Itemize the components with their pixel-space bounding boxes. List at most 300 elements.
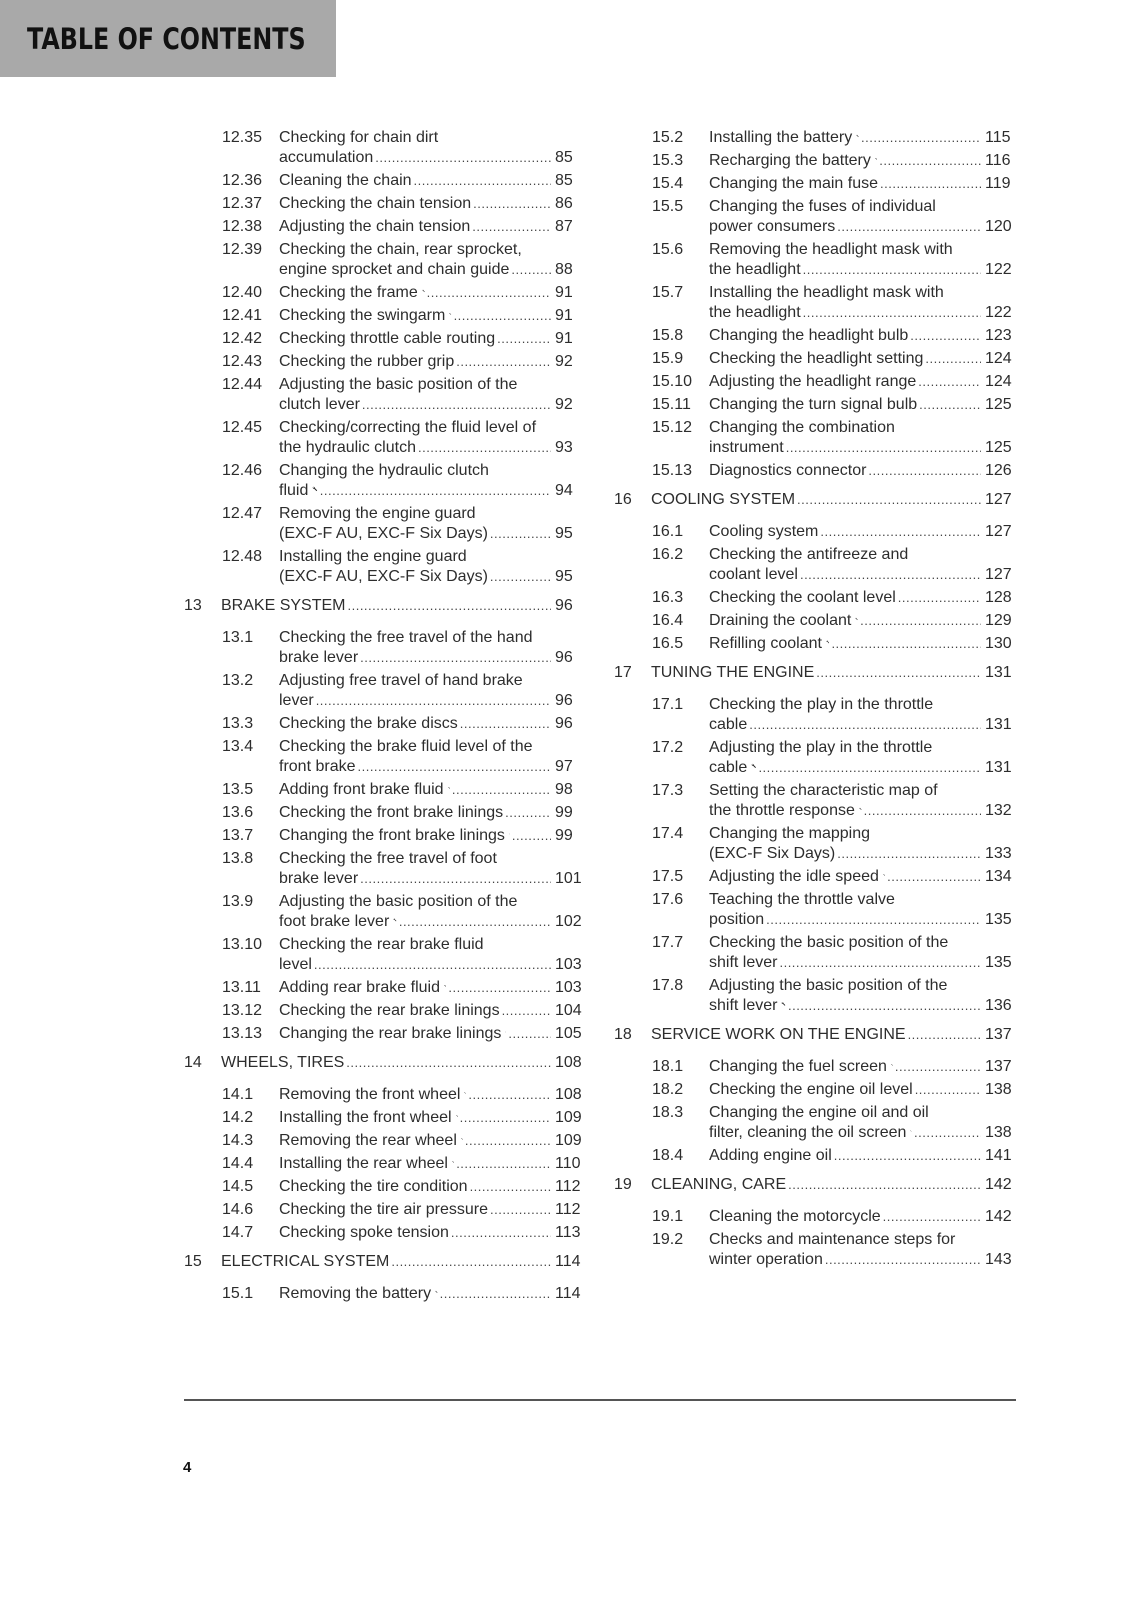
section-number: 13.9 xyxy=(222,893,254,910)
entry-title-last-line xyxy=(279,352,587,372)
entry-title-line: Checking the tire air pressure xyxy=(279,1201,488,1218)
entry-body xyxy=(709,867,1017,887)
toc-chapter-entry[interactable] xyxy=(614,1025,1017,1045)
page-ref[interactable]: 103 xyxy=(555,956,582,973)
entry-title-line: Changing the front brake linings xyxy=(279,827,505,844)
toc-section-entry[interactable] xyxy=(184,1284,587,1304)
entry-title-last-line xyxy=(279,1177,587,1197)
wrench-icon xyxy=(883,869,885,881)
page-ref[interactable]: 134 xyxy=(985,868,1012,885)
toc-section-entry[interactable] xyxy=(184,671,587,711)
entry-body xyxy=(709,349,1017,369)
page-ref[interactable]: 96 xyxy=(555,692,573,709)
toc-section-entry[interactable] xyxy=(184,1001,587,1021)
toc-section-entry[interactable] xyxy=(184,978,587,998)
toc-section-entry[interactable] xyxy=(614,240,1017,280)
page-ref[interactable]: 88 xyxy=(555,261,573,278)
entry-body xyxy=(279,826,587,846)
dot-leader xyxy=(864,801,981,821)
entry-title-line: Checking the frame xyxy=(279,284,418,301)
entry-title-line: TUNING THE ENGINE xyxy=(651,664,815,681)
dot-leader xyxy=(357,757,551,777)
section-number: 14.1 xyxy=(222,1086,254,1103)
page-ref[interactable]: 130 xyxy=(985,635,1012,652)
toc-section-entry[interactable] xyxy=(614,545,1017,585)
footer-divider xyxy=(184,1399,1016,1401)
entry-body xyxy=(709,522,1017,542)
toc-section-entry[interactable] xyxy=(614,1103,1017,1143)
page-ref[interactable]: 116 xyxy=(985,152,1011,169)
section-number: 16.5 xyxy=(652,635,684,652)
toc-section-entry[interactable] xyxy=(184,935,587,975)
entry-body xyxy=(709,151,1017,171)
toc-section-entry[interactable] xyxy=(184,849,587,889)
page-ref[interactable]: 95 xyxy=(555,525,573,542)
page-ref[interactable]: 142 xyxy=(985,1176,1012,1193)
page-ref[interactable]: 136 xyxy=(985,997,1012,1014)
toc-section-entry[interactable] xyxy=(184,375,587,415)
page-ref[interactable]: 93 xyxy=(555,439,573,456)
entry-body xyxy=(709,128,1017,148)
dot-leader xyxy=(465,1131,551,1151)
page-ref[interactable]: 97 xyxy=(555,758,573,775)
toc-section-entry[interactable] xyxy=(184,803,587,823)
dot-leader xyxy=(831,634,981,654)
section-number: 15.8 xyxy=(652,327,684,344)
page-ref[interactable]: 123 xyxy=(985,327,1012,344)
entry-title-line: (EXC-F AU, EXC-F Six Days) xyxy=(279,568,488,585)
entry-body xyxy=(279,128,587,168)
section-number: 14.6 xyxy=(222,1201,254,1218)
toc-section-entry[interactable] xyxy=(614,418,1017,458)
toc-section-entry[interactable] xyxy=(614,738,1017,778)
section-number: 18 xyxy=(614,1026,632,1043)
page-ref[interactable]: 91 xyxy=(555,330,573,347)
toc-section-entry[interactable] xyxy=(614,867,1017,887)
entry-title-last-line xyxy=(279,481,587,501)
toc-section-entry[interactable] xyxy=(184,1131,587,1151)
entry-title-line: Diagnostics connector xyxy=(709,462,867,479)
page-ref[interactable]: 85 xyxy=(555,172,573,189)
toc-section-entry[interactable] xyxy=(614,611,1017,631)
page-ref[interactable]: 91 xyxy=(555,307,573,324)
wrench-icon xyxy=(855,613,858,625)
entry-title-line: Refilling coolant xyxy=(709,635,822,652)
entry-body xyxy=(709,1146,1017,1166)
entry-title-line: Checking the rubber grip xyxy=(279,353,455,370)
entry-title-last-line xyxy=(279,978,587,998)
page-ref[interactable]: 131 xyxy=(985,759,1012,776)
entry-title-line: Changing the fuses of individual xyxy=(709,198,936,215)
page-ref[interactable]: 114 xyxy=(555,1285,581,1302)
toc-section-entry[interactable] xyxy=(184,217,587,237)
page-ref[interactable]: 96 xyxy=(555,715,573,732)
dot-leader xyxy=(427,283,551,303)
toc-section-entry[interactable] xyxy=(184,826,587,846)
dot-leader xyxy=(451,1223,551,1243)
entry-title-line: accumulation xyxy=(279,149,374,166)
entry-title-line: Setting the characteristic map of xyxy=(709,782,938,799)
entry-body xyxy=(221,596,587,616)
toc-section-entry[interactable] xyxy=(184,352,587,372)
toc-section-entry[interactable] xyxy=(614,1230,1017,1270)
dot-leader xyxy=(452,780,551,800)
entry-title-line: Installing the engine guard xyxy=(279,548,467,565)
section-number: 12.37 xyxy=(222,195,263,212)
dot-leader xyxy=(879,151,981,171)
dot-leader xyxy=(766,910,981,930)
entry-body xyxy=(709,933,1017,973)
toc-section-entry[interactable] xyxy=(614,976,1017,1016)
page-ref[interactable]: 86 xyxy=(555,195,573,212)
page-ref[interactable]: 142 xyxy=(985,1208,1012,1225)
page-ref[interactable]: 126 xyxy=(985,462,1012,479)
entry-title-line: Changing the engine oil and oil xyxy=(709,1104,929,1121)
entry-body xyxy=(651,1175,1017,1195)
section-number: 14.2 xyxy=(222,1109,254,1126)
page-ref[interactable]: 87 xyxy=(555,218,573,235)
toc-section-entry[interactable] xyxy=(184,892,587,932)
page-ref[interactable]: 95 xyxy=(555,568,573,585)
section-number: 13.8 xyxy=(222,850,254,867)
entry-body xyxy=(279,217,587,237)
page-ref[interactable]: 135 xyxy=(985,954,1012,971)
page-ref[interactable]: 137 xyxy=(985,1058,1012,1075)
page-ref[interactable]: 138 xyxy=(985,1081,1012,1098)
page-ref[interactable]: 85 xyxy=(555,149,573,166)
entry-title-line: Checking the coolant level xyxy=(709,589,896,606)
dot-leader xyxy=(472,217,551,237)
dot-leader xyxy=(868,461,981,481)
page-ref[interactable]: 92 xyxy=(555,353,573,370)
section-number: 18.2 xyxy=(652,1081,684,1098)
wrench-icon xyxy=(856,130,859,142)
page-ref[interactable]: 108 xyxy=(555,1086,582,1103)
page-ref[interactable]: 105 xyxy=(555,1025,582,1042)
entry-body xyxy=(709,738,1017,778)
toc-section-entry[interactable] xyxy=(184,1024,587,1044)
section-number: 12.38 xyxy=(222,218,263,235)
toc-section-entry[interactable] xyxy=(184,128,587,168)
page-ref[interactable]: 113 xyxy=(555,1224,581,1241)
page-ref[interactable]: 133 xyxy=(985,845,1012,862)
dot-leader xyxy=(803,303,981,323)
toc-section-entry[interactable] xyxy=(184,504,587,544)
entry-title-last-line xyxy=(279,1085,587,1105)
page-ref[interactable]: 124 xyxy=(985,350,1012,367)
toc-section-entry[interactable] xyxy=(614,151,1017,171)
toc-section-entry[interactable] xyxy=(184,1177,587,1197)
entry-title-last-line xyxy=(279,260,587,280)
dot-leader xyxy=(460,1108,551,1128)
dot-leader xyxy=(360,869,551,889)
toc-section-entry[interactable] xyxy=(184,1223,587,1243)
entry-title-line: Removing the front wheel xyxy=(279,1086,461,1103)
entry-title-line: Adding engine oil xyxy=(709,1147,832,1164)
entry-title-line: Adding front brake fluid xyxy=(279,781,444,798)
section-number: 15.1 xyxy=(222,1285,254,1302)
toc-section-entry[interactable] xyxy=(184,329,587,349)
toc-section-entry[interactable] xyxy=(614,933,1017,973)
entry-body xyxy=(709,1207,1017,1227)
toc-section-entry[interactable] xyxy=(614,372,1017,392)
section-number: 16.4 xyxy=(652,612,684,629)
entry-title-line: Changing the mapping xyxy=(709,825,871,842)
toc-section-entry[interactable] xyxy=(614,349,1017,369)
entry-title-last-line xyxy=(709,349,1017,369)
page-ref[interactable]: 143 xyxy=(985,1251,1012,1268)
page-ref[interactable]: 99 xyxy=(555,804,573,821)
dot-leader xyxy=(880,174,981,194)
toc-section-entry[interactable] xyxy=(614,1080,1017,1100)
toc-section-entry[interactable] xyxy=(184,714,587,734)
toc-section-entry[interactable] xyxy=(184,737,587,777)
entry-title-last-line xyxy=(709,996,1017,1016)
toc-section-entry[interactable] xyxy=(184,1154,587,1174)
page-ref[interactable]: 110 xyxy=(555,1155,581,1172)
page-ref[interactable]: 115 xyxy=(985,129,1011,146)
section-number: 13.11 xyxy=(222,979,261,996)
toc-section-entry[interactable] xyxy=(614,695,1017,735)
page-ref[interactable]: 124 xyxy=(985,373,1012,390)
page-ref[interactable]: 120 xyxy=(985,218,1012,235)
page-ref[interactable]: 92 xyxy=(555,396,573,413)
page-ref[interactable]: 109 xyxy=(555,1132,582,1149)
toc-section-entry[interactable] xyxy=(184,780,587,800)
toc-section-entry[interactable] xyxy=(614,395,1017,415)
dot-leader xyxy=(898,588,981,608)
entry-title-line: Changing the fuel screen xyxy=(709,1058,887,1075)
toc-section-entry[interactable] xyxy=(184,1108,587,1128)
toc-section-entry[interactable] xyxy=(614,588,1017,608)
page-ref[interactable]: 122 xyxy=(985,304,1012,321)
toc-chapter-entry[interactable] xyxy=(184,1252,587,1272)
entry-title-last-line xyxy=(279,1001,587,1021)
entry-body xyxy=(279,1131,587,1151)
entry-title-last-line xyxy=(709,1146,1017,1166)
toc-section-entry[interactable] xyxy=(614,326,1017,346)
page-ref[interactable]: 101 xyxy=(555,870,582,887)
entry-title-line: the headlight xyxy=(709,304,801,321)
section-number: 12.35 xyxy=(222,129,263,146)
page-ref[interactable]: 122 xyxy=(985,261,1012,278)
toc-section-entry[interactable] xyxy=(184,283,587,303)
entry-body xyxy=(279,1108,587,1128)
entry-body xyxy=(279,375,587,415)
wrench-icon xyxy=(910,1125,912,1137)
page-ref[interactable]: 91 xyxy=(555,284,573,301)
page-ref[interactable]: 114 xyxy=(555,1253,581,1270)
entry-title-line: WHEELS, TIRES xyxy=(221,1054,345,1071)
entry-body xyxy=(709,240,1017,280)
page-ref[interactable]: 127 xyxy=(985,566,1012,583)
entry-title-last-line xyxy=(279,1223,587,1243)
section-number: 16.3 xyxy=(652,589,684,606)
toc-section-entry[interactable] xyxy=(184,240,587,280)
page-ref[interactable]: 127 xyxy=(985,491,1012,508)
page-ref[interactable]: 112 xyxy=(555,1178,581,1195)
entry-title-last-line xyxy=(279,1131,587,1151)
entry-title-line: cable xyxy=(709,759,748,776)
entry-body xyxy=(651,1025,1017,1045)
dot-leader xyxy=(908,1025,981,1045)
toc-section-entry[interactable] xyxy=(614,522,1017,542)
section-number: 17.2 xyxy=(652,739,684,756)
dot-leader xyxy=(490,567,551,587)
entry-title-line: position xyxy=(709,911,765,928)
entry-body xyxy=(709,418,1017,458)
dot-leader xyxy=(456,352,551,372)
page-ref[interactable]: 96 xyxy=(555,597,573,614)
toc-chapter-entry[interactable] xyxy=(614,490,1017,510)
dot-leader xyxy=(887,867,981,887)
entry-title-last-line xyxy=(279,1154,587,1174)
toc-section-entry[interactable] xyxy=(614,283,1017,323)
section-number: 12.46 xyxy=(222,462,263,479)
dot-leader xyxy=(508,1024,551,1044)
entry-body xyxy=(709,174,1017,194)
toc-section-entry[interactable] xyxy=(184,306,587,326)
page-ref[interactable]: 125 xyxy=(985,439,1012,456)
entry-title-last-line xyxy=(709,801,1017,821)
dot-leader xyxy=(749,715,981,735)
section-number: 14.3 xyxy=(222,1132,254,1149)
page-ref[interactable]: 125 xyxy=(985,396,1012,413)
toc-section-entry[interactable] xyxy=(614,1146,1017,1166)
entry-title-last-line xyxy=(651,1175,1017,1195)
entry-title-last-line xyxy=(709,461,1017,481)
toc-section-entry[interactable] xyxy=(184,628,587,668)
entry-title-line: (EXC-F AU, EXC-F Six Days) xyxy=(279,525,488,542)
section-number: 12.45 xyxy=(222,419,263,436)
page-number: 4 xyxy=(183,1459,192,1476)
toc-section-entry[interactable] xyxy=(614,634,1017,654)
dot-leader xyxy=(490,1200,551,1220)
entry-body xyxy=(709,1230,1017,1270)
entry-body xyxy=(279,737,587,777)
dot-leader xyxy=(347,596,551,616)
page-ref[interactable]: 141 xyxy=(985,1147,1012,1164)
toc-section-entry[interactable] xyxy=(614,781,1017,821)
toc-section-entry[interactable] xyxy=(184,194,587,214)
dot-leader xyxy=(454,306,551,326)
dot-leader xyxy=(834,1146,981,1166)
page-title: TABLE OF CONTENTS xyxy=(27,22,306,56)
page-ref[interactable]: 109 xyxy=(555,1109,582,1126)
wrench-icon xyxy=(461,1133,463,1145)
page-ref[interactable]: 131 xyxy=(985,664,1012,681)
toc-section-entry[interactable] xyxy=(614,890,1017,930)
toc-section-entry[interactable] xyxy=(184,1200,587,1220)
page-ref[interactable]: 108 xyxy=(555,1054,582,1071)
toc-section-entry[interactable] xyxy=(614,1057,1017,1077)
entry-title-last-line xyxy=(279,955,587,975)
entry-title-line: power consumers xyxy=(709,218,836,235)
page-ref[interactable]: 127 xyxy=(985,523,1012,540)
entry-body xyxy=(279,780,587,800)
section-number: 13.5 xyxy=(222,781,254,798)
entry-body xyxy=(279,1223,587,1243)
page-ref[interactable]: 137 xyxy=(985,1026,1012,1043)
entry-title-last-line xyxy=(279,1284,587,1304)
entry-body xyxy=(709,695,1017,735)
page-ref[interactable]: 99 xyxy=(555,827,573,844)
section-number: 15.11 xyxy=(652,396,691,413)
wrench-icon xyxy=(891,1059,893,1071)
page-ref[interactable]: 104 xyxy=(555,1002,582,1019)
wrench-icon xyxy=(452,1156,454,1168)
toc-chapter-entry[interactable] xyxy=(614,663,1017,683)
entry-title-last-line xyxy=(709,217,1017,237)
page-ref[interactable]: 103 xyxy=(555,979,582,996)
page-ref[interactable]: 112 xyxy=(555,1201,581,1218)
toc-chapter-entry[interactable] xyxy=(184,1053,587,1073)
entry-title-line: Cooling system xyxy=(709,523,819,540)
page-ref[interactable]: 102 xyxy=(555,913,582,930)
section-number: 13.7 xyxy=(222,827,254,844)
wrench-icon xyxy=(435,1286,438,1298)
entry-body xyxy=(279,803,587,823)
entry-title-line: Checking spoke tension xyxy=(279,1224,449,1241)
page-ref[interactable]: 128 xyxy=(985,589,1012,606)
toc-section-entry[interactable] xyxy=(614,197,1017,237)
toc-section-entry[interactable] xyxy=(614,128,1017,148)
toc-section-entry[interactable] xyxy=(614,1207,1017,1227)
toc-section-entry[interactable] xyxy=(184,1085,587,1105)
entry-body xyxy=(709,976,1017,1016)
entry-title-last-line xyxy=(709,395,1017,415)
entry-title-line: Adjusting the headlight range xyxy=(709,373,917,390)
toc-section-entry[interactable] xyxy=(184,461,587,501)
dot-leader xyxy=(391,1252,551,1272)
section-number: 12.47 xyxy=(222,505,263,522)
entry-title-line: Checking the chain tension xyxy=(279,195,472,212)
entry-title-line: Checking the basic position of the xyxy=(709,934,949,951)
dot-leader xyxy=(512,826,551,846)
entry-body xyxy=(709,1057,1017,1077)
toc-section-entry[interactable] xyxy=(614,174,1017,194)
entry-title-line: Checking the free travel of foot xyxy=(279,850,497,867)
toc-section-entry[interactable] xyxy=(184,418,587,458)
page-ref[interactable]: 129 xyxy=(985,612,1012,629)
toc-section-entry[interactable] xyxy=(184,547,587,587)
page-ref[interactable]: 132 xyxy=(985,802,1012,819)
page-ref[interactable]: 131 xyxy=(985,716,1012,733)
entry-body xyxy=(279,240,587,280)
page-ref[interactable]: 96 xyxy=(555,649,573,666)
entry-title-line: Checking the play in the throttle xyxy=(709,696,934,713)
page-ref[interactable]: 94 xyxy=(555,482,573,499)
entry-body xyxy=(221,1053,587,1073)
entry-body xyxy=(709,824,1017,864)
dot-leader xyxy=(490,524,551,544)
section-number: 15.12 xyxy=(652,419,693,436)
page-ref[interactable]: 135 xyxy=(985,911,1012,928)
section-number: 13.1 xyxy=(222,629,254,646)
toc-chapter-entry[interactable] xyxy=(614,1175,1017,1195)
page-ref[interactable]: 119 xyxy=(985,175,1011,192)
page-ref[interactable]: 138 xyxy=(985,1124,1012,1141)
toc-section-entry[interactable] xyxy=(614,824,1017,864)
entry-title-line: lever xyxy=(279,692,314,709)
entry-title-line: CLEANING, CARE xyxy=(651,1176,787,1193)
toc-section-entry[interactable] xyxy=(614,461,1017,481)
section-number: 17.6 xyxy=(652,891,684,908)
entry-title-last-line xyxy=(279,912,587,932)
toc-chapter-entry[interactable] xyxy=(184,596,587,616)
toc-section-entry[interactable] xyxy=(184,171,587,191)
page-ref[interactable]: 98 xyxy=(555,781,573,798)
